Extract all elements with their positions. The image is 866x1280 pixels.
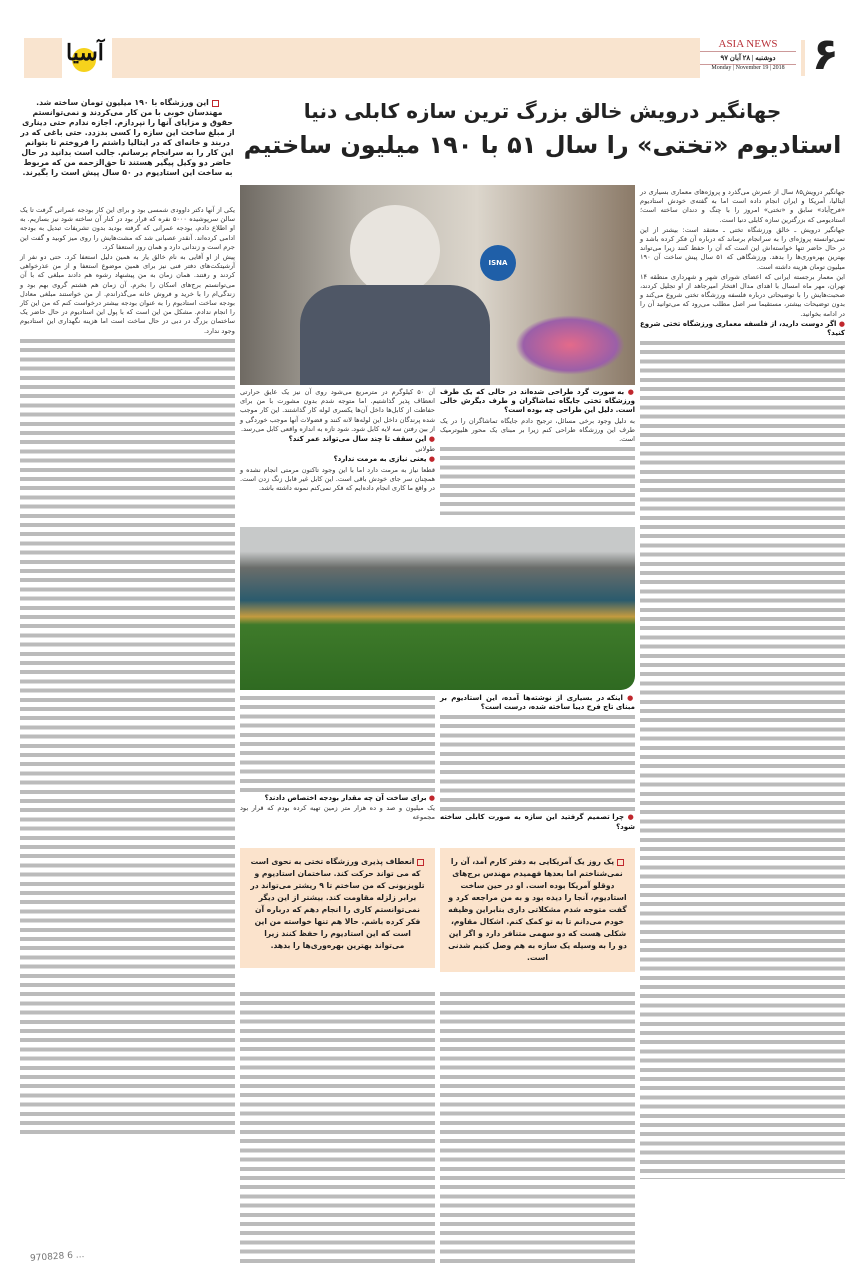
portrait-photo [240,185,635,385]
question: ● برای ساخت آن چه مقدار بودجه اختصاص دادند؟ [240,794,435,803]
stadium-photo [240,527,635,690]
question: ● این سقف تا چند سال می‌تواند عمر کند؟ [240,435,435,444]
pull-quote-right: یک روز یک آمریکایی به دفتر کارم آمد، آن را نمی‌شناختم اما بعدها فهمیدم مهندس برج‌های دوقلو آمریکا بوده است. او در حین ساخت استادیوم، آنجا را دیده بود و به من مراجعه کرد و گفت متوجه شدم مشکلاتی داری بنابراین وظیفه خودم می‌دانم تا به تو کمک کنم. اشکال مقاوم، شکلی هست که دو سهمی متنافر دارد و اگر این دو را به وسیله یک سازه به هم وصل کنیم شدنی است. [440,848,635,972]
headline: استادیوم «تختی» را سال ۵۱ با ۱۹۰ میلیون ساختیم [243,131,842,159]
body-text [640,339,845,1179]
lower-right-column [440,694,635,833]
left-column: یکی از آنها دکتر داوودی شمسی بود و برای این کار بودجه عمرانی گرفت تا یک سالن سرپوشیده ۵۰۰۰ نفره که قرار بود در کنار آن ساخته شود نیز بسازیم. به او اطلاع دادم، بودجه عمرانی که گرفته بودید بدون تشریفات تبدیل به بودجه ادامی کرده‌اند. آنقدر عصبانی شد که مشت‌هایش را روی میز کوبید و گفت این جرم است و زندانی دارد و همان روز استعفا کرد. پیش از او آقایی به نام خالق یار به همین دلیل استعفا کرد. حتی دو نفر از آرشیتکت‌های دفتر فنی نیز برای همین موضوع استعفا و از من عذرخواهی کردند و رفتند. همان زمان به من پیشنهاد رشوه هم دادند مبلغی که با آن می‌توانستم برج‌های اسکان را بخرم. آن زمان هم هشتم گروی بهم بود و زندگی‌ام را با خرید و فروش خانه می‌گذراندم. از من خواستند مبلغی معادل بودجه ساخت استادیوم را به عنوان بودجه بیشتر درخواست کنم که من این کار را انجام ندادم. مشکل من این است که با پول این استادیوم در حال حاضر یک ساختمان بزرگ در دبی در حال ساخت است اما هزینه نگهداری این استادیوم وجود ندارد. [20,206,235,1137]
date-en: Monday | November 19 | 2018 [700,64,796,71]
body-text [440,713,635,813]
footer-code: 970828 6 ... [29,1250,85,1264]
asia-news-label: ASIA NEWS [700,38,796,52]
logo: آسیا [62,36,112,80]
bottom-right-column [440,990,635,1265]
header-band [24,38,794,78]
right-column: جهانگیر درویش۸۵ سال از عمرش می‌گذرد و پروژه‌های معماری بسیاری در ایتالیا، آمریکا و ایران انجام داده است اما به گفته‌ی خودش استادیوم «فرح‌آباد» سابق و «تختی» امروز را با چنگ و دندان ساخته است؛ استادیومی که بزرگترین سازه کابلی دنیا است. جهانگیر درویش ـ خالق ورزشگاه تختی ـ معتقد است: بیشتر از این نمی‌توانسته پروژه‌ای را به سرانجام برساند که درباره آن فکر کرده باشد و در حال حاضر تنها خواسته‌اش این است که آن را حفظ کنند زیرا می‌تواند بهترین بهره‌وری‌ها را بدهد. ورزشگاهی که ۵۱ سال پیش ساخت آن ۱۹۰ میلیون تومان هزینه داشته است. این معمار برجسته ایرانی که اعضای شورای شهر و شهرداری منطقه ۱۴ تهران، مهر ماه امسال با اهدای مدال افتخار امیرجاهد از او تجلیل کردند، صحبت‌هایش را با توضیحاتی درباره فلسفه ورزشگاه تختی شروع می‌کند و بدون توضیحات بیشتر، مستقیما سر اصل مطلب می‌رود که می‌توانید آن را در ادامه بخوانید. ● اگر دوست دارید، از فلسفه معماری ورزشگاه تختی شروع کنید؟ [640,188,845,1179]
pull-quote-left: انعطاف پذیری ورزشگاه تختی به نحوی است که می تواند حرکت کند. ساختمان استادیوم و تلویزیونی که من ساختم تا ۹ ریشتر می‌تواند در برابر زلزله مقاومت کند. بیشتر از این دیگر نمی‌توانستم کاری را انجام دهم که درباره آن فکر کرده باشم. حالا هم تنها خواسته من این است که این استادیوم را حفظ کنند زیرا می‌تواند بهترین بهره‌وری‌ها را بدهد. [240,848,435,968]
mid-right-column: ● به صورت گرد طراحی شده‌اند در حالی که یک طرف ورزشگاه تختی جایگاه تماشاگران و طرف دیگرش خالی است. دلیل این طراحی چه بوده است؟ به دلیل وجود برخی مسائل، ترجیح دادم جایگاه تماشاگران را در یک طرف این ورزشگاه طراحی کنم زیرا بر مبنای یک محور هلیوترمیک است. [440,388,635,515]
page-number: ۶ [812,29,839,80]
question: ● چرا تصمیم گرفتید این سازه به صورت کابلی ساخته شود؟ [440,813,635,831]
square-bullet-icon [617,859,624,866]
date-fa: دوشنبه | ۲۸ آبان ۹۷ [720,54,776,62]
mid-left-column: آن ۵۰ کیلوگرم در مترمربع می‌شود روی آن نیز یک عایق حرارتی انعطاف پذیر گذاشتیم. اما متوجه شدم بدون مشورت با من برای حفاظت از کابل‌ها داخل آن‌ها یکسری لوله کار گذاشتند. این کار موجب شده پرندگان داخل این لوله‌ها لانه کنند و فضولات آنها موجب خوردگی و از بین رفتن سه لایه کابل شود. شود تازه به اندازه واقعی کابل می‌رسد. ● این سقف تا چند سال می‌تواند عمر کند؟ طولانی ● یعنی نیازی به مرمت ندارد؟ قطعا نیاز به مرمت دارد اما با این وجود تاکنون مرمتی انجام نشده و همچنان سر جای خودش باقی است. این کابل غیر قابل زنگ زدن است. در واقع ما کاری انجام داده‌ایم که فکر نمی‌کنم نمونه داشته باشد. [240,388,435,494]
lower-left-column: ● برای ساخت آن چه مقدار بودجه اختصاص دادند؟ یک میلیون و صد و ده هزار متر زمین تهیه کرده بودم که قرار بود مجموعه [240,694,435,824]
divider [801,40,805,76]
microphone-badge: ISNA [480,245,516,281]
body-text [440,445,635,515]
square-bullet-icon [212,100,219,107]
body-text [240,694,435,794]
question: ● اینکه در بسیاری از نوشته‌ها آمده، این استادیوم بر مبنای تاج فرح دیبا ساخته شده، درست است؟ [440,694,635,712]
intro-box: این ورزشگاه با ۱۹۰ میلیون تومان ساخته شد. مهندسان خوبی با من کار می‌کردند و نمی‌توانستم حقوق و مزایای آنها را نپردازم. اجازه ندادم حتی دیناری از مبلغ ساخت این سازه را کسی بدزدد. حتی باغی که در دربند و خانه‌ای که در ایتالیا داشتم را فروختم تا بتوانم این کار را به سرانجام برسانم. جالب است بدانید در حال حاضر دو وکیل پیگیر هستند تا حق‌الزحمه من که مربوط به ساخت این استادیوم در ۵۰ سال پیش است را بگیرند. [20,98,235,177]
body-text [20,337,235,1137]
subtitle: جهانگیر درویش خالق بزرگ ترین سازه کابلی دنیا [303,99,782,123]
question: ● یعنی نیازی به مرمت ندارد؟ [240,455,435,464]
square-bullet-icon [417,859,424,866]
bottom-left-column [240,990,435,1265]
question: ● اگر دوست دارید، از فلسفه معماری ورزشگاه تختی شروع کنید؟ [640,320,845,338]
masthead-box [700,38,796,80]
